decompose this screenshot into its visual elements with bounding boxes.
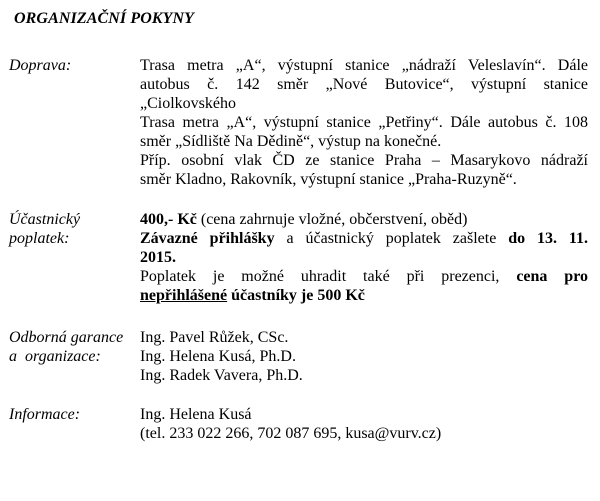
registration-deadline-year: 2015. [140,249,176,266]
fee-content [140,210,588,305]
guarantor-3: Ing. Radek Vavera, Ph.D. [140,367,303,384]
contact-name: Ing. Helena Kusá [140,406,252,423]
registration-text: a účastnický poplatek zašlete [274,230,509,247]
payment-line [140,267,588,286]
registration-line [140,229,588,248]
info-label: Informace: [9,406,81,423]
route-a-line-2: autobus č. 142 směr „Nové Butovice“, výstupní stanice [140,76,588,93]
train-line-1: Příp. osobní vlak ČD ze stanice Praha – Masarykovo nádraží [140,152,588,169]
guarantee-label [9,328,139,366]
guarantee-label-line-1: Odborná garance [9,329,124,346]
payment-price-note: cena pro [516,268,589,285]
transport-label: Doprava: [9,57,72,74]
guarantor-2: Ing. Helena Kusá, Ph.D. [140,348,296,365]
unregistered-price-line [140,286,588,305]
guarantee-content [140,328,588,385]
info-content [140,405,588,443]
fee-label-line-2: poplatek: [9,230,70,247]
unregistered-price: účastníky je 500 Kč [227,287,365,304]
guarantor-1: Ing. Pavel Růžek, CSc. [140,329,289,346]
fee-amount-note: (cena zahrnuje vložné, občerstvení, oběd) [196,211,468,228]
payment-text: Poplatek je možné uhradit také při prezenci, [140,268,517,285]
train-line-2: směr Kladno, Rakovník, výstupní stanice „Praha-Ruzyně“. [140,171,517,188]
page-title: ORGANIZAČNÍ POKYNY [14,10,195,27]
route-a-line-3: „Ciolkovského [140,95,236,112]
unregistered-word: nepřihlášené [140,287,228,304]
guarantee-label-line-2: a organizace: [9,348,101,365]
fee-amount: 400,- Kč [140,211,197,228]
contact-details: (tel. 233 022 266, 702 087 695, kusa@vurv.cz) [140,425,442,442]
fee-amount-line [140,210,588,229]
binding-registration: Závazné přihlášky [140,230,275,247]
transport-content [140,56,588,189]
route-b-line-1: Trasa metra „A“, výstupní stanice „Petřiny“. Dále autobus č. 108 [140,114,588,131]
registration-deadline: do 13. 11. [508,230,589,247]
route-b-line-2: směr „Sídliště Na Dědině“, výstup na konečné. [140,133,442,150]
fee-label [9,210,139,248]
fee-label-line-1: Účastnický [9,211,81,228]
route-a-line-1: Trasa metra „A“, výstupní stanice „nádraží Veleslavín“. Dále [140,57,588,74]
